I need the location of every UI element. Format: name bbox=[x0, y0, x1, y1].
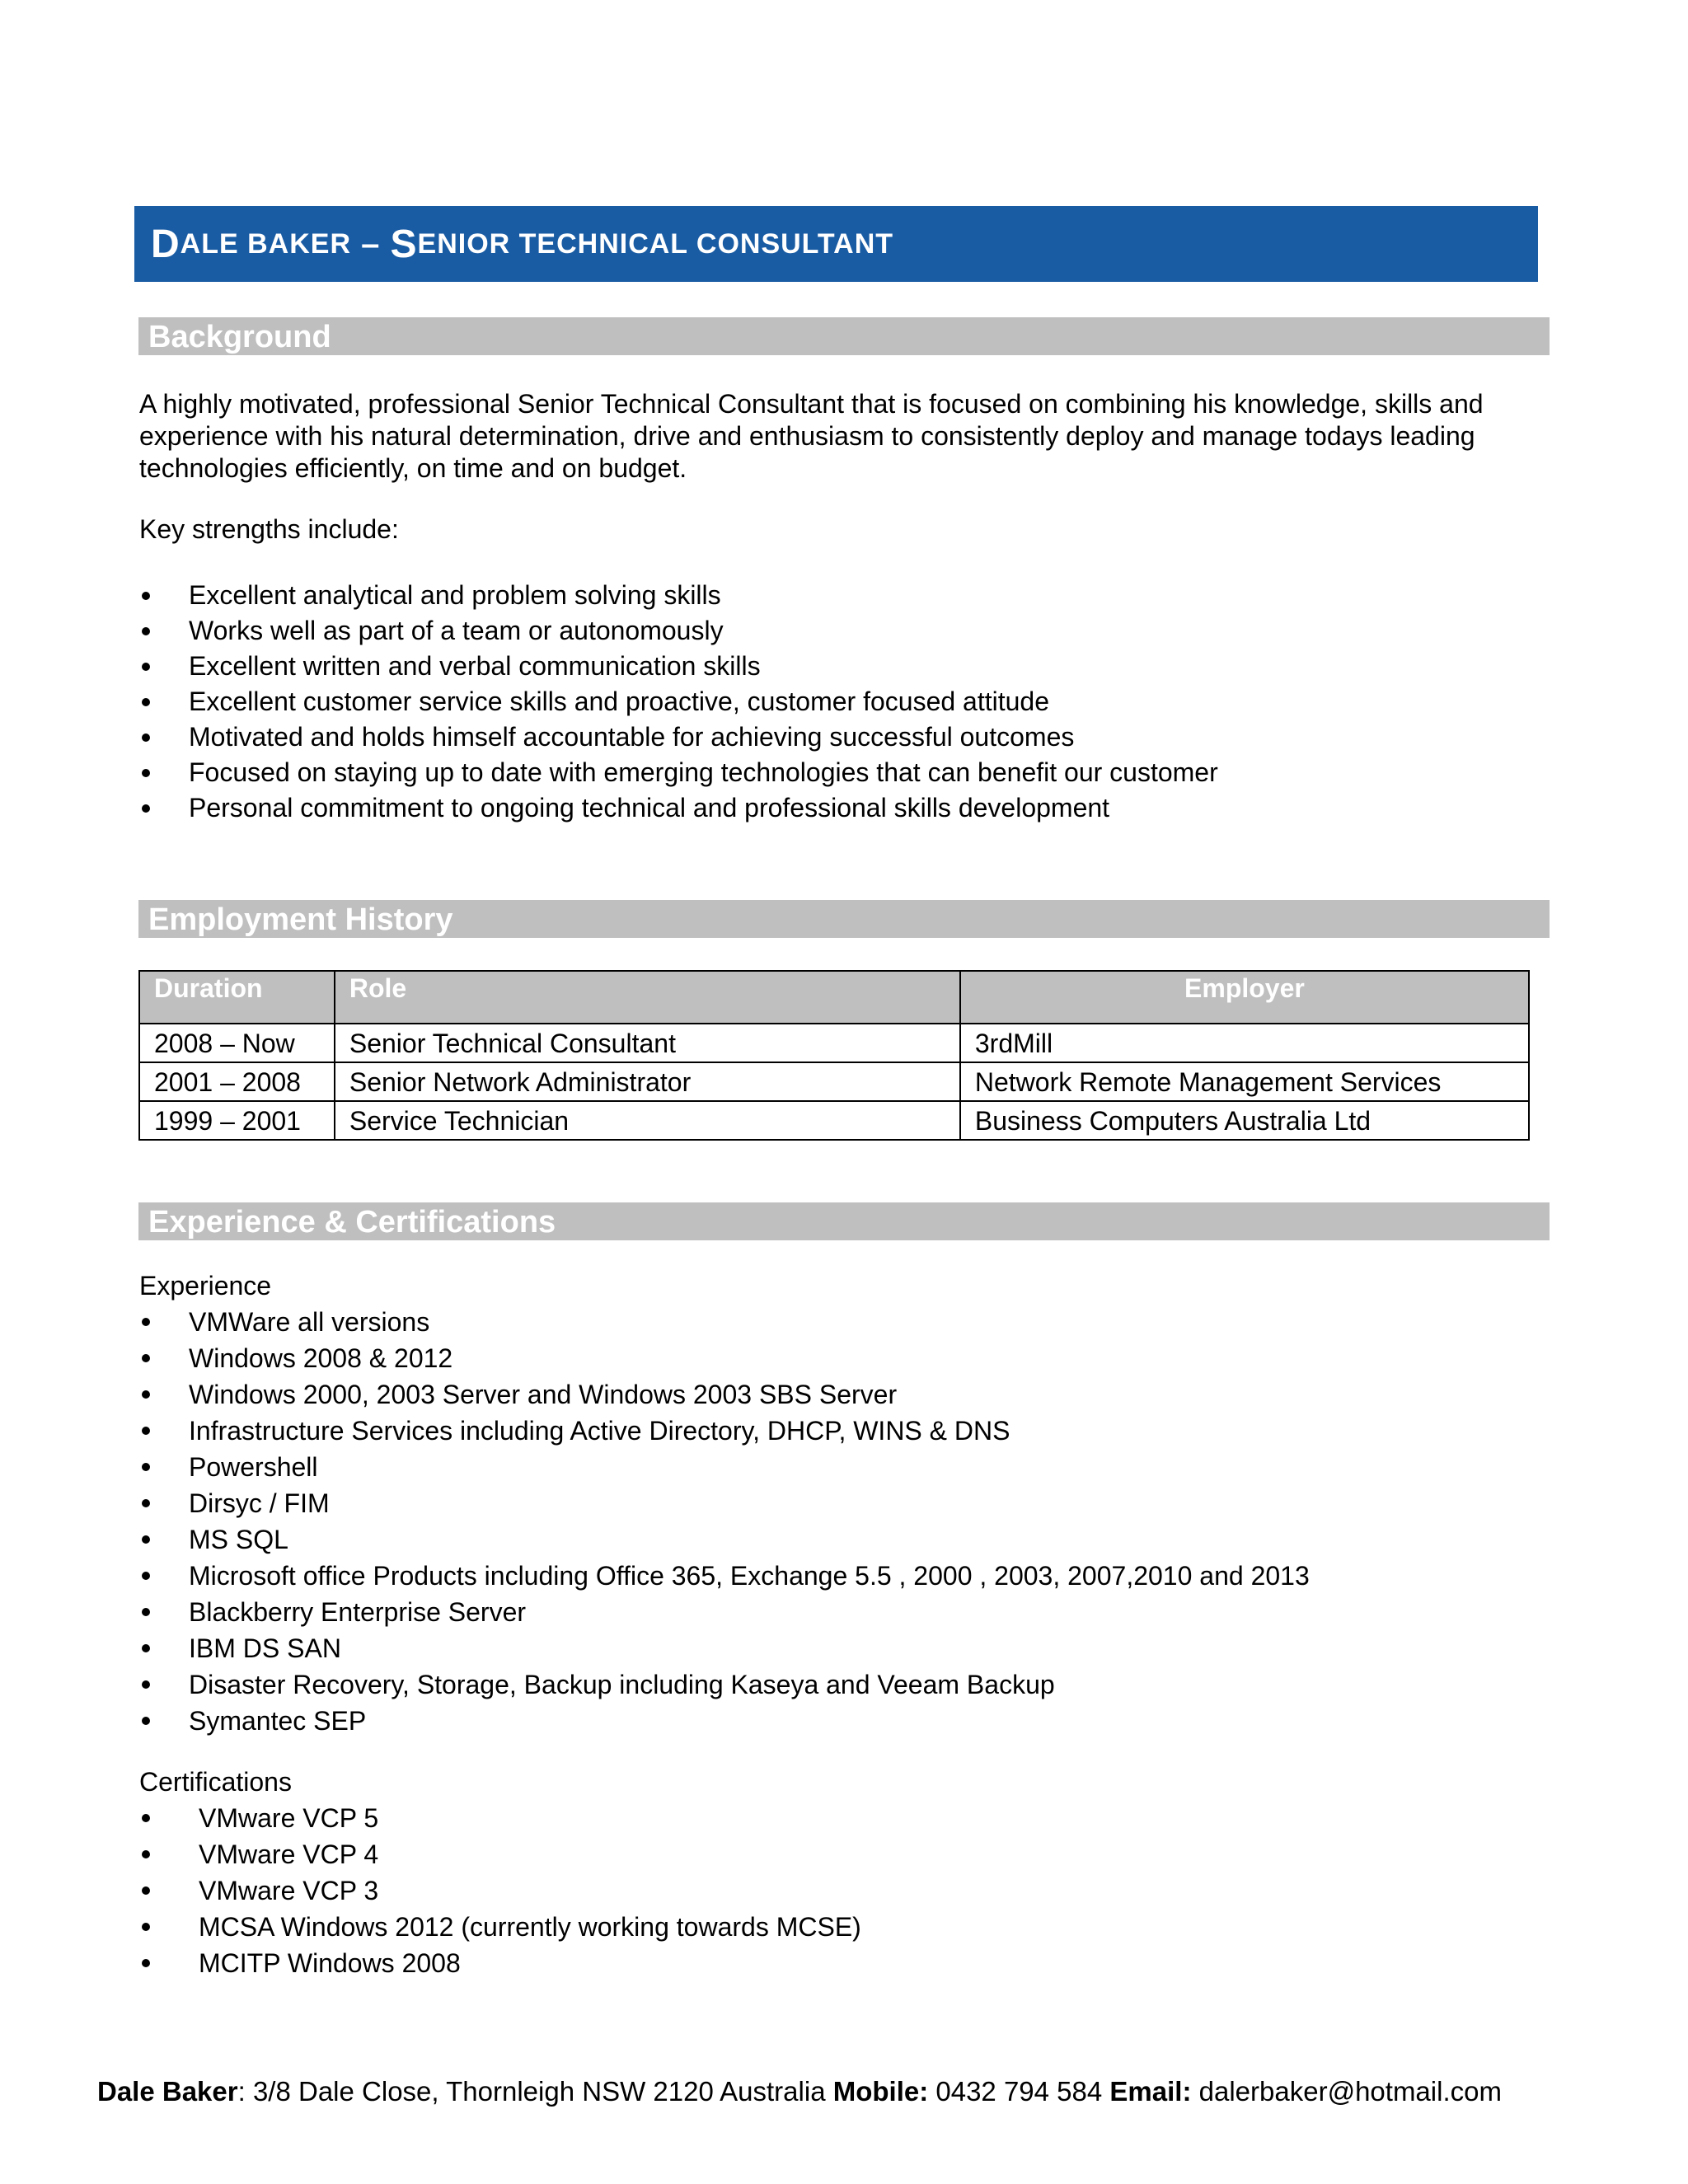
list-item bbox=[139, 578, 1218, 613]
list-item-text: Dirsyc / FIM bbox=[189, 1488, 330, 1518]
list-item bbox=[139, 1594, 1310, 1630]
experience-list bbox=[139, 1304, 1310, 1739]
list-item bbox=[139, 755, 1218, 790]
list-item bbox=[139, 1703, 1310, 1739]
list-item bbox=[139, 1340, 1310, 1376]
list-item bbox=[139, 1666, 1310, 1703]
bullet-icon bbox=[142, 1959, 150, 1967]
footer-name: Dale Baker bbox=[97, 2076, 238, 2107]
list-item bbox=[139, 1630, 1310, 1666]
bullet-icon bbox=[142, 1680, 150, 1689]
list-item-text: IBM DS SAN bbox=[189, 1633, 341, 1663]
footer-mobile-label: Mobile: bbox=[832, 2076, 929, 2107]
bullet-icon bbox=[142, 698, 150, 706]
list-item-text: Infrastructure Services including Active Directory, DHCP, WINS & DNS bbox=[189, 1416, 1010, 1446]
cell-role: Senior Technical Consultant bbox=[335, 1024, 960, 1062]
list-item bbox=[139, 1558, 1310, 1594]
column-header-employer: Employer bbox=[960, 971, 1529, 1024]
list-item-text: Motivated and holds himself accountable for achieving successful outcomes bbox=[189, 722, 1075, 752]
list-item bbox=[139, 1413, 1310, 1449]
strengths-intro: Key strengths include: bbox=[139, 514, 399, 544]
background-summary: A highly motivated, professional Senior Technical Consultant that is focused on combining his knowledge, skills and experience with his natural determination, drive and enthusiasm to consistently deploy and manage todays leading technologies efficiently, on time and on budget. bbox=[139, 389, 1484, 483]
list-item-text: Symantec SEP bbox=[189, 1706, 367, 1736]
bullet-icon bbox=[142, 627, 150, 635]
list-item-text: Works well as part of a team or autonomously bbox=[189, 616, 724, 645]
table-row bbox=[139, 1101, 1529, 1140]
bullet-icon bbox=[142, 1427, 150, 1435]
bullet-icon bbox=[142, 592, 150, 600]
title-name-initial: D bbox=[151, 222, 181, 266]
experience-heading: Experience & Certifications bbox=[138, 1202, 1550, 1240]
bullet-icon bbox=[142, 733, 150, 742]
list-item-text: VMware VCP 3 bbox=[199, 1876, 379, 1905]
bullet-icon bbox=[142, 1923, 150, 1931]
list-item bbox=[139, 1449, 1310, 1485]
list-item bbox=[139, 649, 1218, 684]
cell-duration: 2001 – 2008 bbox=[139, 1062, 335, 1101]
list-item bbox=[139, 1521, 1310, 1558]
list-item bbox=[139, 790, 1218, 826]
cell-duration: 2008 – Now bbox=[139, 1024, 335, 1062]
list-item-text: Excellent written and verbal communication skills bbox=[189, 651, 761, 681]
list-item bbox=[139, 719, 1218, 755]
bullet-icon bbox=[142, 1318, 150, 1326]
list-item-text: Microsoft office Products including Office 365, Exchange 5.5 , 2000 , 2003, 2007,2010 and 2013 bbox=[189, 1561, 1310, 1591]
footer-mobile: 0432 794 584 bbox=[928, 2076, 1110, 2107]
column-header-duration: Duration bbox=[139, 971, 335, 1024]
cell-employer: Business Computers Australia Ltd bbox=[960, 1101, 1529, 1140]
experience-label: Experience bbox=[139, 1271, 272, 1301]
cell-role: Senior Network Administrator bbox=[335, 1062, 960, 1101]
bullet-icon bbox=[142, 1608, 150, 1616]
bullet-icon bbox=[142, 1463, 150, 1471]
table-row bbox=[139, 1024, 1529, 1062]
bullet-icon bbox=[142, 1499, 150, 1507]
page-title bbox=[134, 206, 1538, 282]
strengths-list bbox=[139, 578, 1218, 826]
certifications-label: Certifications bbox=[139, 1767, 292, 1797]
list-item bbox=[139, 1836, 861, 1872]
title-separator: – bbox=[351, 225, 391, 262]
footer-email-label: Email: bbox=[1109, 2076, 1192, 2107]
list-item-text: VMware VCP 4 bbox=[199, 1840, 379, 1869]
contact-footer bbox=[97, 2076, 1502, 2107]
employment-table bbox=[138, 970, 1530, 1141]
list-item-text: Powershell bbox=[189, 1452, 318, 1482]
bullet-icon bbox=[142, 804, 150, 813]
bullet-icon bbox=[142, 1886, 150, 1895]
list-item bbox=[139, 1376, 1310, 1413]
column-header-role: Role bbox=[335, 971, 960, 1024]
list-item bbox=[139, 1304, 1310, 1340]
footer-address: : 3/8 Dale Close, Thornleigh NSW 2120 Australia bbox=[237, 2076, 826, 2107]
list-item bbox=[139, 1800, 861, 1836]
list-item bbox=[139, 1485, 1310, 1521]
list-item-text: Windows 2000, 2003 Server and Windows 2003 SBS Server bbox=[189, 1380, 898, 1409]
list-item bbox=[139, 1872, 861, 1909]
bullet-icon bbox=[142, 769, 150, 777]
bullet-icon bbox=[142, 1717, 150, 1725]
list-item-text: Excellent customer service skills and proactive, customer focused attitude bbox=[189, 687, 1050, 716]
bullet-icon bbox=[142, 1535, 150, 1544]
certifications-list bbox=[139, 1800, 861, 1981]
list-item-text: VMWare all versions bbox=[189, 1307, 430, 1337]
table-row bbox=[139, 1062, 1529, 1101]
cell-role: Service Technician bbox=[335, 1101, 960, 1140]
bullet-icon bbox=[142, 1572, 150, 1580]
title-role-initial: S bbox=[390, 222, 418, 266]
list-item-text: MS SQL bbox=[189, 1525, 288, 1554]
list-item-text: Focused on staying up to date with emerging technologies that can benefit our customer bbox=[189, 757, 1218, 787]
cell-duration: 1999 – 2001 bbox=[139, 1101, 335, 1140]
list-item-text: VMware VCP 5 bbox=[199, 1803, 379, 1833]
cell-employer: Network Remote Management Services bbox=[960, 1062, 1529, 1101]
title-role-rest: ENIOR TECHNICAL CONSULTANT bbox=[417, 227, 894, 260]
cell-employer: 3rdMill bbox=[960, 1024, 1529, 1062]
footer-email[interactable]: dalerbaker@hotmail.com bbox=[1191, 2076, 1502, 2107]
bullet-icon bbox=[142, 1850, 150, 1858]
bullet-icon bbox=[142, 1390, 150, 1399]
list-item-text: Windows 2008 & 2012 bbox=[189, 1343, 453, 1373]
list-item bbox=[139, 1909, 861, 1945]
list-item-text: Disaster Recovery, Storage, Backup including Kaseya and Veeam Backup bbox=[189, 1670, 1055, 1699]
list-item-text: Blackberry Enterprise Server bbox=[189, 1597, 527, 1627]
employment-heading: Employment History bbox=[138, 900, 1550, 938]
list-item bbox=[139, 684, 1218, 719]
background-heading: Background bbox=[138, 317, 1550, 355]
bullet-icon bbox=[142, 663, 150, 671]
list-item bbox=[139, 1945, 861, 1981]
list-item-text: MCITP Windows 2008 bbox=[199, 1948, 461, 1978]
list-item-text: Personal commitment to ongoing technical and professional skills development bbox=[189, 793, 1110, 823]
bullet-icon bbox=[142, 1814, 150, 1822]
list-item-text: Excellent analytical and problem solving skills bbox=[189, 580, 721, 610]
list-item bbox=[139, 613, 1218, 649]
bullet-icon bbox=[142, 1354, 150, 1362]
bullet-icon bbox=[142, 1644, 150, 1652]
title-name-rest: ALE BAKER bbox=[180, 227, 352, 260]
table-header-row bbox=[139, 971, 1529, 1024]
list-item-text: MCSA Windows 2012 (currently working towards MCSE) bbox=[199, 1912, 861, 1942]
